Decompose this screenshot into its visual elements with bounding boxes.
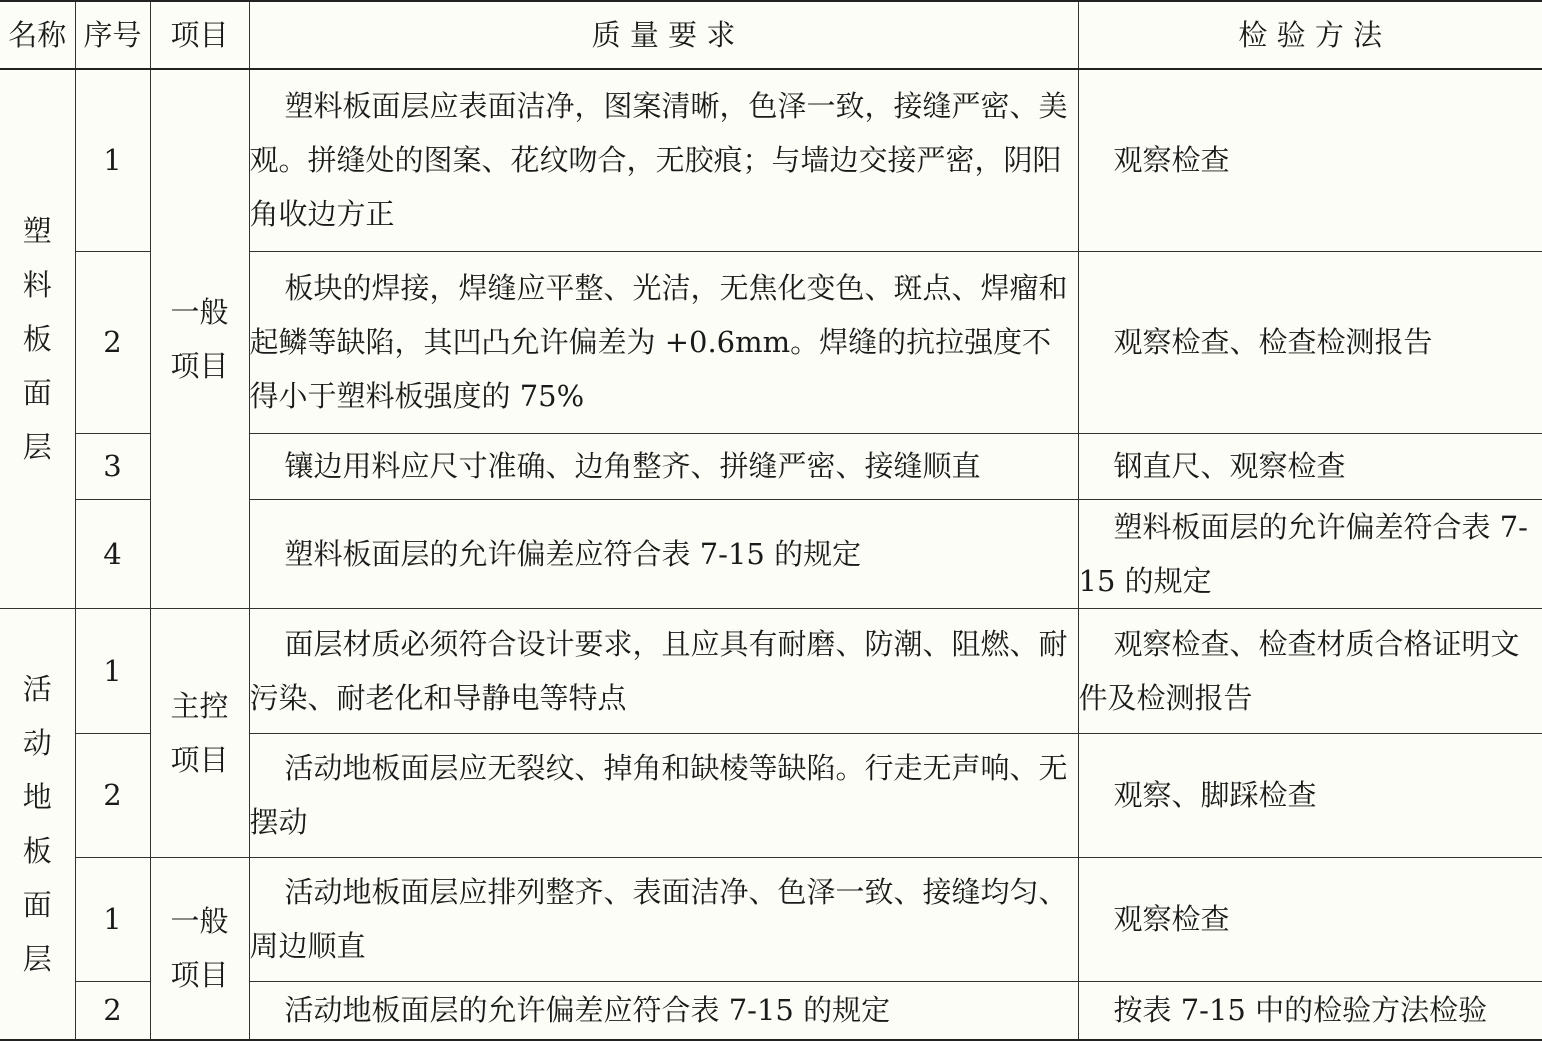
method-cell: 观察检查 — [1078, 69, 1542, 251]
row-number: 2 — [75, 251, 150, 433]
requirement-cell: 面层材质必须符合设计要求，且应具有耐磨、防潮、阻燃、耐污染、耐老化和导静电等特点 — [249, 608, 1078, 733]
row-number: 1 — [75, 69, 150, 251]
group-name-plastic-floor: 塑 料 板 面 层 — [0, 69, 75, 608]
method-cell: 观察检查、检查材质合格证明文件及检测报告 — [1078, 608, 1542, 733]
category-main-control: 主控 项目 — [150, 608, 249, 857]
group-name-raised-floor: 活 动 地 板 面 层 — [0, 608, 75, 1040]
row-number: 2 — [75, 733, 150, 857]
row-number: 1 — [75, 608, 150, 733]
requirement-cell: 活动地板面层应排列整齐、表面洁净、色泽一致、接缝均匀、周边顺直 — [249, 857, 1078, 981]
table-row — [0, 608, 1542, 733]
requirement-cell: 活动地板面层的允许偏差应符合表 7-15 的规定 — [249, 981, 1078, 1040]
header-requirement: 质 量 要 求 — [249, 1, 1078, 69]
table-row — [0, 857, 1542, 981]
table-row — [0, 69, 1542, 251]
category-general: 一般 项目 — [150, 857, 249, 1040]
requirement-cell: 镶边用料应尺寸准确、边角整齐、拼缝严密、接缝顺直 — [249, 433, 1078, 499]
method-cell: 观察、脚踩检查 — [1078, 733, 1542, 857]
row-number: 1 — [75, 857, 150, 981]
method-cell: 观察检查 — [1078, 857, 1542, 981]
row-number: 2 — [75, 981, 150, 1040]
method-cell: 按表 7-15 中的检验方法检验 — [1078, 981, 1542, 1040]
requirement-cell: 活动地板面层应无裂纹、掉角和缺棱等缺陷。行走无声响、无摆动 — [249, 733, 1078, 857]
method-cell: 钢直尺、观察检查 — [1078, 433, 1542, 499]
header-method: 检 验 方 法 — [1078, 1, 1542, 69]
header-item: 项目 — [150, 1, 249, 69]
requirement-cell: 塑料板面层的允许偏差应符合表 7-15 的规定 — [249, 499, 1078, 608]
row-number: 3 — [75, 433, 150, 499]
requirement-cell: 板块的焊接，焊缝应平整、光洁，无焦化变色、斑点、焊瘤和起鳞等缺陷，其凹凸允许偏差为 +0.6mm。焊缝的抗拉强度不得小于塑料板强度的 75% — [249, 251, 1078, 433]
method-cell: 观察检查、检查检测报告 — [1078, 251, 1542, 433]
header-row — [0, 1, 1542, 69]
header-name: 名称 — [0, 1, 75, 69]
row-number: 4 — [75, 499, 150, 608]
method-cell: 塑料板面层的允许偏差符合表 7-15 的规定 — [1078, 499, 1542, 608]
requirement-cell: 塑料板面层应表面洁净，图案清晰，色泽一致，接缝严密、美观。拼缝处的图案、花纹吻合，无胶痕；与墙边交接严密，阴阳角收边方正 — [249, 69, 1078, 251]
category-general: 一般 项目 — [150, 69, 249, 608]
header-no: 序号 — [75, 1, 150, 69]
